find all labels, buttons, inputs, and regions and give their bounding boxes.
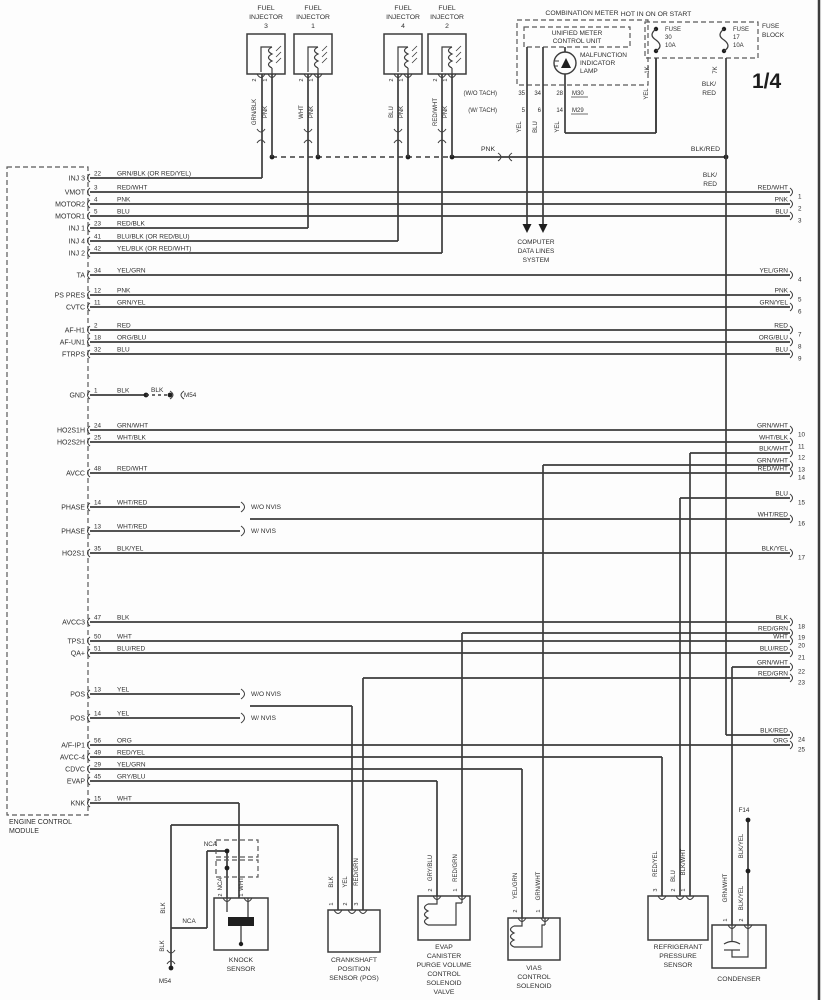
option-label: W/O NVIS [251,691,281,698]
ecu-pin-number: 8 [798,343,802,351]
ecm-pin-number: 13 [94,523,102,531]
injector-title: INJECTOR [249,14,283,21]
ecm-pin-name: INJ 2 [68,250,85,258]
ecu-pin-number: 16 [798,520,806,528]
ecu-pin-number: 23 [798,679,806,687]
component-label: CONDENSER [717,976,761,983]
wire-color-label: RED/GRN [453,854,459,882]
label: BLK/RED [690,146,720,153]
component-label: EVAP [435,944,453,951]
injector-title: FUEL [257,5,275,12]
ecm-pin-number: 18 [94,334,102,342]
ecm-pin-name: TPS1 [67,638,85,646]
wire-color-label: YEL/GRN [759,267,788,275]
ecm-pin-number: 5 [94,208,98,216]
wire-color-label: BLU [775,346,788,354]
wire-color-label: ORG/BLU [758,334,788,342]
ecm-pin-name: MOTOR2 [55,201,85,209]
label: RED [702,90,716,97]
label: UNIFIED METER [551,30,603,37]
label: CONTROL UNIT [552,38,602,45]
ecm-pin-number: 41 [94,233,102,241]
wire-color-label: YEL/GRN [513,872,519,900]
ecm-pin-name: AVCC3 [62,619,85,627]
option-label: W/ NVIS [251,528,276,535]
wire-color-label: BLK [117,387,130,395]
ecu-pin-number: 18 [798,623,806,631]
wire-color-label: RED [117,322,131,330]
fuse-label: FUSE [665,27,682,33]
component-label: POSITION [337,966,371,973]
label: NCA [203,841,217,848]
ecu-pin-number: 24 [798,736,806,744]
ecm-pin-number: 22 [94,170,102,178]
wire-color-label: BLK [117,614,130,622]
wire-color-label: YEL/GRN [117,761,146,769]
wire-color-label: BLU/RED [759,645,788,653]
ecu-pin-number: 17 [798,554,806,562]
junction-dot [746,818,751,823]
ecm-pin-name: PHASE [61,528,85,536]
wire-color-label: RED/GRN [354,858,360,886]
ecu-pin-number: 7 [798,331,802,339]
sheet-number: 1/4 [752,70,782,93]
label: BLK/ [701,81,716,88]
component-label: PURGE VOLUME [416,962,472,969]
ecm-pin-name: HO2S1H [56,427,85,435]
ecm-pin-name: POS [70,715,85,723]
pin-number: 3 [354,902,360,906]
pin-number: 34 [534,91,541,97]
ecm-label: ENGINE CONTROL [9,819,73,826]
pin-number: 1 [443,78,449,82]
wire-color-label: BLK/RED [760,727,788,735]
connector-ref: M29 [572,108,584,114]
wire-color-label: GRN/WHT [756,659,788,667]
wire-color-label: YEL/BLK (OR RED/WHT) [117,245,192,253]
pin-number: 2 [389,78,395,82]
wire-color-label: BLU [389,106,395,118]
wire-color-label: WHT/RED [117,523,148,531]
fuse-label: 10A [665,43,676,49]
wire-color-label: RED/WHT [757,184,788,192]
ecm-pin-name: TA [76,272,85,280]
wire-color-label: WHT/RED [117,499,148,507]
wire-color-label: YEL [117,686,130,694]
wire-color-label: RED/BLK [117,220,145,228]
ecu-pin-number: 20 [798,642,806,650]
component-label: SOLENOID [516,983,552,990]
ecu-pin-number: 3 [798,217,802,225]
junction-dot [225,866,230,871]
pin-number: 2 [252,78,258,82]
pin-number: 1 [329,902,335,906]
ecm-pin-name: KNK [70,800,85,808]
ecu-pin-number: 14 [798,474,806,482]
fuse-label: FUSE [733,27,750,33]
pin-number: 6 [537,108,541,114]
computer-data-lines-label: COMPUTER [517,239,555,246]
ecm-pin-name: QA+ [70,650,85,658]
ecm-pin-number: 11 [94,299,101,307]
fuse-block-header: HOT IN ON OR START [620,11,692,18]
ecm-pin-number: 42 [94,245,102,253]
wire-color-label: RED/GRN [758,625,788,633]
connector-ref: M54 [158,978,172,985]
ecu-pin-number: 11 [798,443,805,451]
pin-number: 7K [713,66,719,74]
injector-title: INJECTOR [386,14,420,21]
ecm-pin-name: MOTOR1 [55,213,85,221]
junction-dot [168,393,173,398]
wire-color-label: GRN/YEL [117,299,146,307]
injector-title: FUEL [394,5,412,12]
injector-title: FUEL [304,5,322,12]
ecm-pin-number: 13 [94,686,102,694]
label: BLK/ [702,172,717,179]
wire-color-label: GRN/YEL [759,299,788,307]
wire-color-label: WHT [117,795,132,803]
mil-label: MALFUNCTION [580,52,627,59]
ecu-pin-number: 5 [798,296,802,304]
ecu-pin-number: 12 [798,454,806,462]
ecu-pin-number: 19 [798,634,806,642]
wire-color-label: GRN/BLK (OR RED/YEL) [117,170,192,178]
wire-color-label: BLU [117,208,130,216]
wire-color-label: PNK [117,287,131,295]
injector-title: 1 [311,23,315,30]
wire-color-label: ORG/BLU [117,334,147,342]
ecm-pin-number: 29 [94,761,102,769]
ecm-pin-number: 1 [94,387,98,395]
pin-number: 3 [653,888,659,892]
ecm-pin-name: AVCC-4 [59,754,85,762]
ecm-pin-number: 45 [94,773,102,781]
label: RED [703,181,717,188]
wire-color-label: RED/YEL [117,749,145,757]
ecm-pin-number: 51 [94,645,102,653]
piezo-element [228,917,254,926]
connector-ref: F14 [738,807,750,814]
ecu-pin-number: 4 [798,276,802,284]
wire-color-label: BLK/WHT [681,848,687,876]
computer-data-lines-label: DATA LINES [517,248,555,255]
combination-meter-title: COMBINATION METER [545,10,619,17]
junction-dot [169,966,174,971]
ecm-pin-name: CDVC [65,766,85,774]
wire-color-label: BLK/YEL [761,545,788,553]
ecm-pin-name: PHASE [61,504,85,512]
wire-color-label: GRN/WHT [536,871,542,901]
wire-color-label: GRN/WHT [756,422,788,430]
pin-number: 1 [399,78,405,82]
wire-color-label: BLK [161,902,167,914]
option-label: W/ NVIS [251,715,276,722]
ecm-pin-name: AVCC [66,470,85,478]
label: BLOCK [762,32,785,39]
ecm-pin-name: PS PRES [54,292,85,300]
wire-color-label: YEL [644,88,650,100]
ecm-pin-name: FTRPS [62,351,85,359]
wire-color-label: WHT [299,105,305,119]
wire-color-label: GRN/WHT [756,457,788,465]
ecm-pin-number: 4 [94,196,98,204]
wire-color-label: RED/WHT [117,184,148,192]
wire-color-label: BLU [775,490,788,498]
ecu-pin-number: 25 [798,746,806,754]
wire-color-label: WHT [773,633,788,641]
wire-color-label: PNK [399,105,405,119]
label: PNK [481,146,495,153]
component-label: SENSOR [226,966,256,973]
component-label: SENSOR [663,962,693,969]
ecu-pin-number: 22 [798,668,806,676]
ecm-pin-number: 48 [94,465,102,473]
wire-color-label: GRY/BLU [117,773,146,781]
wire-color-label: WHT/BLK [759,434,788,442]
component-label: CANISTER [426,953,462,960]
pin-number: 2 [218,893,224,897]
component-label: REFRIGERANT [653,944,703,951]
wire-color-label: PNK [263,105,269,119]
wire-color-label: RED/WHT [117,465,148,473]
wire-color-label: NCA [218,877,224,891]
ecu-pin-number: 2 [798,205,802,213]
ecm-pin-name: AF-UN1 [59,339,85,347]
pin-number: 1 [453,888,459,892]
ecu-pin-number: 13 [798,466,806,474]
wire-color-label: PNK [774,287,788,295]
pin-number: 2 [513,909,519,913]
component-label: KNOCK [228,957,254,964]
injector-title: INJECTOR [296,14,330,21]
mil-label: INDICATOR [580,60,616,67]
wire-color-label: YEL/GRN [117,267,146,275]
ecm-label: MODULE [9,828,39,835]
wire-color-label: BLK [775,614,788,622]
component-label: VALVE [433,989,455,996]
pin-number: 5 [521,108,525,114]
pin-number: 1 [681,888,687,892]
wire-color-label: RED/WHT [757,465,788,473]
wire-color-label: PNK [774,196,788,204]
pin-number: 1 [239,893,245,897]
computer-data-lines-label: SYSTEM [522,257,550,264]
ecm-pin-number: 14 [94,499,102,507]
wire-color-label: GRY/BLU [428,854,434,882]
wire-color-label: YEL [117,710,130,718]
ecm-pin-name: INJ 4 [68,238,85,246]
wire-color-label: RED/GRN [758,670,788,678]
pin-number: 1K [645,66,651,74]
pin-number: 1 [723,918,729,922]
ecm-pin-number: 56 [94,737,102,745]
component-label: SOLENOID [426,980,462,987]
ecm-pin-number: 25 [94,434,102,442]
ecm-pin-number: 34 [94,267,102,275]
wire-color-label: BLU [117,346,130,354]
ecm-pin-number: 47 [94,614,102,622]
injector-title: INJECTOR [430,14,464,21]
pin-number: 14 [556,108,563,114]
ecu-pin-number: 9 [798,355,802,363]
wire-color-label: ORG [773,737,788,745]
ecm-pin-number: 12 [94,287,102,295]
component-label: CRANKSHAFT [330,957,378,964]
ecu-pin-number: 1 [798,193,802,201]
ecm-pin-number: 24 [94,422,102,430]
junction-dot [239,942,243,946]
wire-color-label: WHT [239,877,245,891]
pin-number: 1 [309,78,315,82]
wire-color-label: RED [774,322,788,330]
component-label: SENSOR (POS) [329,975,379,982]
label: FUSE [762,23,780,30]
ecm-pin-number: 14 [94,710,102,718]
wire-color-label: BLU [775,208,788,216]
ecm-pin-name: CVTC [65,304,85,312]
fuse-label: 17 [733,35,740,41]
ecm-pin-number: 32 [94,346,102,354]
fuse-label: 30 [665,35,672,41]
ecm-pin-number: 49 [94,749,102,757]
pin-number: 1 [536,909,542,913]
wire-color-label: BLK [160,940,166,952]
ecm-pin-name: INJ 3 [68,175,85,183]
pin-number: 2 [433,78,439,82]
ecu-pin-number: 21 [798,654,806,662]
wire-color-label: WHT/RED [757,511,788,519]
wire-color-label: RED/WHT [433,98,439,126]
component-label: CONTROL [517,974,551,981]
pin-number: 35 [518,91,525,97]
pin-number: 2 [343,902,349,906]
pin-number: 2 [299,78,305,82]
junction-dot [746,869,751,874]
injector-title: 2 [445,23,449,30]
ecm-pin-name: VMOT [64,189,85,197]
wire-color-label: BLK/YEL [739,885,745,911]
ecm-pin-number: 50 [94,633,102,641]
wire-color-label: YEL [517,121,523,133]
wire-color-label: RED/YEL [653,851,659,877]
connector-ref: M30 [572,91,584,97]
wire-color-label: BLK/WHT [759,445,788,453]
ecm-pin-number: 15 [94,795,102,803]
ecm-pin-number: 2 [94,322,98,330]
ecm-pin-name: EVAP [66,778,85,786]
wire-color-label: WHT/BLK [117,434,146,442]
label: BLK [151,387,164,394]
ecm-pin-name: HO2S1 [62,550,85,558]
ecm-pin-name: A/F-IP1 [61,742,85,750]
label: (W/ TACH) [468,108,497,114]
pin-number: 2 [739,918,745,922]
pin-number: 2 [428,888,434,892]
ecm-pin-name: AF-H1 [64,327,85,335]
wire-color-label: BLU/RED [117,645,146,653]
label: NCA [182,918,196,925]
ecm-pin-number: 23 [94,220,102,228]
wire-color-label: ORG [117,737,132,745]
wire-color-label: BLK/YEL [739,833,745,859]
injector-title: 4 [401,23,405,30]
wire-color-label: GRN/BLK [252,98,258,126]
ecm-pin-name: HO2S2H [56,439,85,447]
pin-number: 1 [263,78,269,82]
ecm-pin-number: 35 [94,545,102,553]
wire-color-label: BLU/BLK (OR RED/BLU) [117,233,190,241]
wire-color-label: YEL [343,876,349,888]
junction-dot [225,849,230,854]
wire-color-label: GRN/WHT [723,873,729,903]
wire-color-label: BLK [329,876,335,888]
wire-color-label: WHT [117,633,132,641]
wire-color-label: GRN/WHT [117,422,149,430]
ecm-pin-number: 3 [94,184,98,192]
wire-color-label: PNK [443,105,449,119]
wire-color-label: YEL [555,121,561,133]
pin-number: 28 [556,91,563,97]
wire-color-label: BLU [671,870,677,882]
option-label: W/O NVIS [251,504,281,511]
label: (W/O TACH) [463,91,497,97]
mil-label: LAMP [580,68,598,75]
ecu-pin-number: 10 [798,431,806,439]
ecm-pin-name: GND [69,392,85,400]
connector-ref: M54 [184,392,197,399]
component-label: CONTROL [427,971,461,978]
ecm-pin-name: POS [70,691,85,699]
ecm-pin-name: INJ 1 [68,225,85,233]
component-label: VIAS [526,965,542,972]
ecu-pin-number: 15 [798,499,806,507]
fuse-label: 10A [733,43,744,49]
injector-title: FUEL [438,5,456,12]
component-label: PRESSURE [659,953,697,960]
wire-color-label: PNK [309,105,315,119]
ecu-pin-number: 6 [798,308,802,316]
wire-color-label: PNK [117,196,131,204]
wire-color-label: BLU [533,121,539,133]
wire-color-label: BLK/YEL [117,545,144,553]
injector-title: 3 [264,23,268,30]
pin-number: 2 [671,888,677,892]
